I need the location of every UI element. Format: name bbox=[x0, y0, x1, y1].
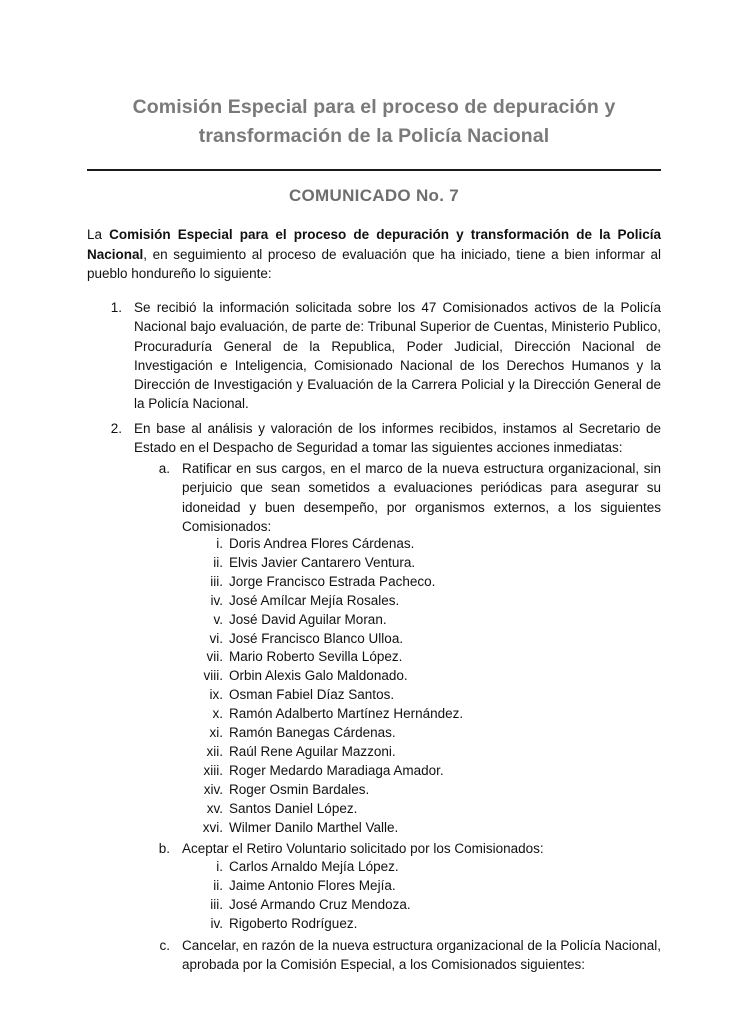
intro-rest: , en seguimiento al proceso de evaluación que ha iniciado, tiene a bien informar al pueblo hondureño lo siguiente: bbox=[87, 246, 661, 281]
list-item bbox=[203, 667, 649, 685]
commissioner-name: Jorge Francisco Estrada Pacheco. bbox=[229, 573, 436, 589]
roman-numeral: xii. bbox=[206, 743, 223, 759]
commissioner-name: José Armando Cruz Mendoza. bbox=[229, 896, 411, 912]
commissioner-name: Doris Andrea Flores Cárdenas. bbox=[229, 536, 415, 551]
commissioner-name: Roger Medardo Maradiaga Amador. bbox=[229, 762, 444, 778]
list-item bbox=[210, 592, 649, 610]
commissioner-name: Raúl Rene Aguilar Mazzoni. bbox=[229, 743, 396, 759]
sub-item-b-text: Aceptar el Retiro Voluntario solicitado por los Comisionados: bbox=[182, 841, 544, 856]
list-item bbox=[213, 611, 649, 629]
intro-paragraph bbox=[87, 225, 661, 284]
sub-item-b-letter: b. bbox=[158, 841, 170, 856]
document-header-title bbox=[90, 93, 658, 151]
intro-bold-entity: Comisión Especial para el proceso de depuración y transformación de la Policía Nacional bbox=[87, 227, 661, 262]
list-item bbox=[209, 630, 649, 648]
list-item bbox=[202, 819, 649, 837]
roman-numeral: xiv. bbox=[203, 781, 223, 797]
sub-item-c-letter: c. bbox=[159, 938, 170, 953]
list-item bbox=[203, 762, 649, 780]
commissioner-name: Osman Fabiel Díaz Santos. bbox=[229, 687, 395, 703]
commissioner-name: Wilmer Danilo Marthel Valle. bbox=[229, 819, 399, 835]
roman-numeral: xiii. bbox=[203, 762, 223, 778]
roman-numeral: ii. bbox=[213, 877, 223, 893]
list-item bbox=[213, 877, 649, 895]
list-item bbox=[209, 724, 649, 742]
list-item bbox=[206, 743, 649, 761]
roman-numeral: v. bbox=[213, 611, 223, 627]
roman-numeral: i. bbox=[216, 859, 223, 874]
item-1-text: Se recibió la información solicitada sobre los 47 Comisionados activos de la Policía Nacional bajo evaluación, de parte de: Tribunal Superior de Cuentas, Ministerio Publico, Procuraduría General de la Republica, Poder Judicial, Dirección Nacional de Investigación e Inteligencia, Comisionado Nacional de los Derechos Humanos y la Dirección de Investigación y Evaluación de la Carrera Policial y la Dirección General de la Policía Nacional. bbox=[134, 300, 661, 412]
list-item bbox=[210, 915, 649, 933]
commissioner-name: Rigoberto Rodríguez. bbox=[229, 915, 358, 931]
list-item bbox=[210, 573, 649, 591]
roman-numeral: iii. bbox=[210, 896, 223, 912]
list-item bbox=[210, 896, 649, 914]
roman-numeral: vi. bbox=[209, 630, 223, 646]
roman-numeral: viii. bbox=[203, 668, 223, 684]
commissioner-name: Elvis Javier Cantarero Ventura. bbox=[229, 554, 416, 570]
commissioner-name: José Francisco Blanco Ulloa. bbox=[229, 630, 404, 646]
roman-numeral: iv. bbox=[210, 915, 223, 931]
header-title-line-2: transformación de la Policía Nacional bbox=[198, 125, 550, 147]
list-item bbox=[209, 686, 649, 704]
sub-item-c-text: Cancelar, en razón de la nueva estructura organizacional de la Policía Nacional, aprobada por la Comisión Especial, a los Comisionados siguientes: bbox=[182, 938, 661, 973]
commissioner-name: José David Aguilar Moran. bbox=[229, 611, 387, 627]
roman-numeral: iii. bbox=[210, 573, 223, 589]
item-2-number: 2. bbox=[110, 421, 122, 436]
header-divider bbox=[87, 169, 661, 171]
list-item bbox=[216, 535, 649, 553]
list-item bbox=[216, 858, 649, 876]
roman-numeral: xi. bbox=[209, 725, 223, 740]
intro-lead: La bbox=[87, 227, 110, 242]
commissioner-name: José Amílcar Mejía Rosales. bbox=[229, 592, 400, 608]
list-item bbox=[206, 648, 649, 666]
list-item bbox=[213, 554, 649, 572]
list-item bbox=[203, 781, 649, 799]
commissioner-name: Santos Daniel López. bbox=[229, 800, 358, 816]
commissioner-name: Jaime Antonio Flores Mejía. bbox=[229, 877, 396, 893]
commissioner-name: Orbin Alexis Galo Maldonado. bbox=[229, 668, 408, 684]
roman-numeral: x. bbox=[212, 706, 223, 722]
roman-numeral: xvi. bbox=[202, 819, 223, 835]
header-title-line-1: Comisión Especial para el proceso de depuración y bbox=[132, 96, 616, 118]
roman-numeral: iv. bbox=[210, 592, 223, 608]
roman-numeral: ix. bbox=[209, 687, 223, 703]
roman-numeral: vii. bbox=[206, 649, 223, 665]
commissioner-name: Roger Osmin Bardales. bbox=[229, 781, 370, 797]
commissioner-name: Mario Roberto Sevilla López. bbox=[229, 649, 403, 665]
sub-item-a-text: Ratificar en sus cargos, en el marco de la nueva estructura organizacional, sin perjuicio que sean sometidos a evaluaciones periódicas para asegurar su idoneidad y buen desempeño, por organismos externos, a los siguientes Comisionados: bbox=[182, 461, 661, 534]
roman-numeral: xv. bbox=[206, 800, 223, 816]
sub-item-a-letter: a. bbox=[158, 461, 170, 476]
commissioner-name: Ramón Adalberto Martínez Hernández. bbox=[229, 706, 464, 722]
list-item bbox=[212, 705, 649, 723]
roman-numeral: ii. bbox=[213, 554, 223, 570]
commissioner-name: Ramón Banegas Cárdenas. bbox=[229, 725, 396, 740]
list-item bbox=[206, 800, 649, 818]
commissioner-name: Carlos Arnaldo Mejía López. bbox=[229, 859, 399, 874]
item-2-text: En base al análisis y valoración de los informes recibidos, instamos al Secretario de Estado en el Despacho de Seguridad a tomar las siguientes acciones inmediatas: bbox=[134, 421, 661, 456]
item-1-number: 1. bbox=[110, 300, 122, 315]
comunicado-heading: COMUNICADO No. 7 bbox=[288, 186, 460, 205]
roman-numeral: i. bbox=[216, 536, 223, 551]
